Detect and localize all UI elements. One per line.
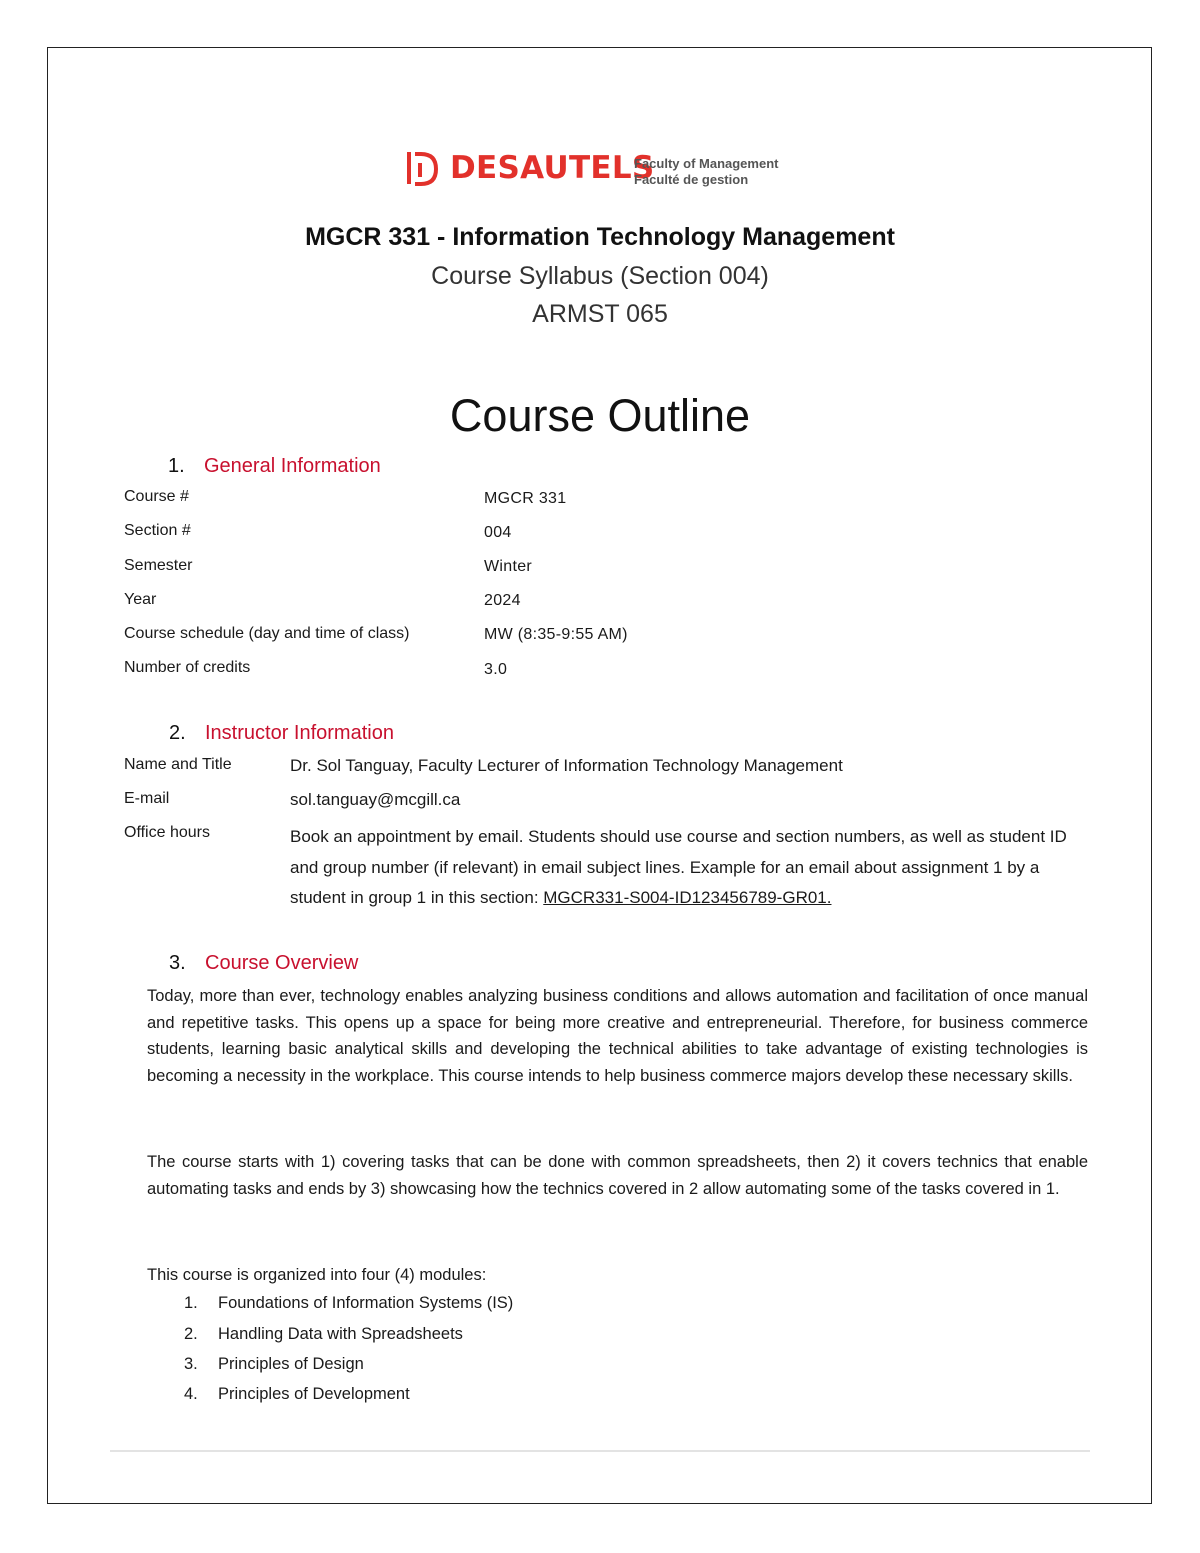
logo-line-1: Faculty of Management [634, 156, 779, 171]
module-number: 1. [184, 1294, 198, 1312]
general-label-section: Section # [124, 522, 191, 539]
modules-intro: This course is organized into four (4) modules: [147, 1266, 487, 1284]
module-number: 3. [184, 1355, 198, 1373]
general-value-schedule: MW (8:35-9:55 AM) [484, 626, 628, 643]
general-label-credits: Number of credits [124, 659, 251, 676]
section-heading-general [168, 455, 381, 478]
room-label: ARMST 065 [532, 300, 668, 328]
general-value-year: 2024 [484, 592, 521, 609]
general-value-semester: Winter [484, 558, 533, 575]
module-item [184, 1355, 364, 1374]
section-heading-instructor [169, 722, 394, 745]
logo-line-2: Faculté de gestion [634, 172, 749, 187]
section-title: Course Overview [205, 952, 359, 974]
module-label: Principles of Design [218, 1355, 364, 1373]
instructor-office-label: Office hours [124, 824, 210, 841]
module-number: 4. [184, 1385, 198, 1403]
course-title: MGCR 331 - Information Technology Management [305, 223, 895, 251]
module-number: 2. [184, 1325, 198, 1343]
section-number: 3. [169, 952, 186, 974]
outline-title: Course Outline [449, 390, 751, 441]
office-hours-description: Book an appointment by email. Students should use course and section numbers, as well as student ID and group number (if relevant) in email subject lines. Example for an email about assignment 1 by a student in group 1 in this section: [290, 827, 1067, 907]
email-subject-example: MGCR331-S004-ID123456789-GR01. [543, 888, 832, 907]
general-label-year: Year [124, 591, 157, 608]
instructor-email-link[interactable]: sol.tanguay@mcgill.ca [290, 790, 461, 809]
general-label-semester: Semester [124, 557, 193, 574]
instructor-office-text [290, 822, 1090, 914]
module-label: Principles of Development [218, 1385, 410, 1403]
section-title: Instructor Information [205, 722, 394, 744]
desautels-logo-icon [406, 148, 440, 188]
module-item [184, 1325, 463, 1344]
instructor-name-value: Dr. Sol Tanguay, Faculty Lecturer of Information Technology Management [290, 756, 843, 775]
section-number: 2. [169, 722, 186, 744]
general-label-schedule: Course schedule (day and time of class) [124, 625, 410, 642]
module-label: Foundations of Information Systems (IS) [218, 1294, 514, 1312]
general-label-course: Course # [124, 488, 189, 505]
logo-brand: DESAUTELS [450, 150, 655, 186]
instructor-name-label: Name and Title [124, 756, 232, 773]
module-item [184, 1385, 410, 1404]
section-number: 1. [168, 455, 185, 477]
footer-divider [110, 1450, 1090, 1452]
instructor-email-label: E-mail [124, 790, 170, 807]
overview-paragraph-1: Today, more than ever, technology enables analyzing business conditions and allows automation and facilitation of once manual and repetitive tasks. This opens up a space for being more creative and entrepreneurial. Therefore, for business commerce students, learning basic analytical skills and developing the technical abilities to take advantage of existing technologies is becoming a necessity in the workplace. This course intends to help business commerce majors develop these necessary skills. [147, 987, 1088, 1085]
general-value-course: MGCR 331 [484, 490, 567, 507]
logo-subtitle [634, 156, 778, 188]
module-item [184, 1294, 513, 1313]
syllabus-subtitle: Course Syllabus (Section 004) [431, 262, 769, 290]
module-label: Handling Data with Spreadsheets [218, 1325, 463, 1343]
section-title: General Information [204, 455, 381, 477]
overview-paragraph-2: The course starts with 1) covering tasks that can be done with common spreadsheets, then 2) it covers technics that enable automating tasks and ends by 3) showcasing how the technics covered in 2 allow automating some of the tasks covered in 1. [147, 1153, 1088, 1198]
general-value-section: 004 [484, 524, 512, 541]
section-heading-overview [169, 952, 358, 975]
general-value-credits: 3.0 [484, 661, 508, 678]
